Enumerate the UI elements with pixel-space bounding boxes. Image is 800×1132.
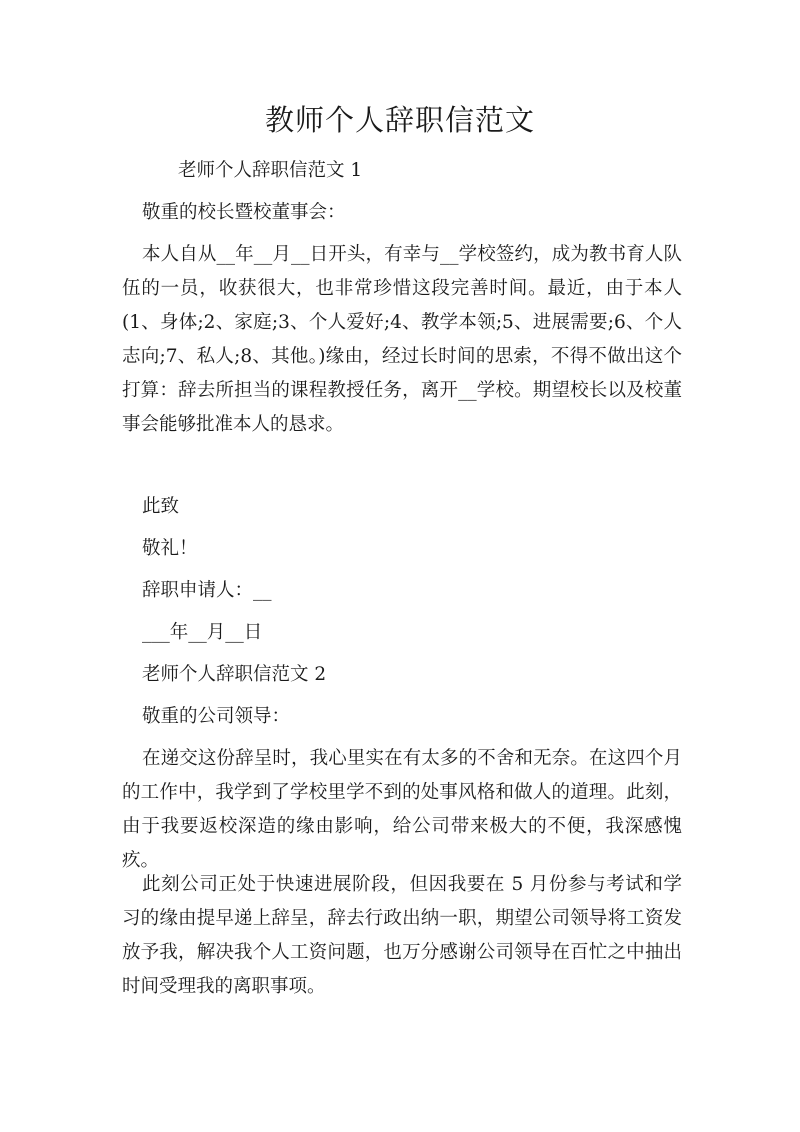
- section2-salutation: 敬重的公司领导：: [142, 706, 291, 727]
- section2-body-2: 此刻公司正处于快速进展阶段，但因我要在 5 月份参与考试和学习的缘由提早递上辞呈，辞去行政出纳一职，期望公司领导将工资发放予我，解决我个人工资问题，也万分感谢公司领导在百忙之中抽出时间受理我的离职事项。: [122, 874, 682, 997]
- section2-heading: 老师个人辞职信范文 2: [142, 664, 327, 685]
- section1-body: 本人自从__年__月__日开头，有幸与__学校签约，成为教书育人队伍的一员，收获很大，也非常珍惜这段完善时间。最近，由于本人(1、身体;2、家庭;3、个人爱好;4、教学本领;5、进展需要;6、个人志向;7、私人;8、其他。)缘由，经过长时间的思索，不得不做出这个打算：辞去所担当的课程教授任务，离开__学校。期望校长以及校董事会能够批准本人的恳求。: [122, 244, 682, 435]
- section1-heading: 老师个人辞职信范文 1: [178, 160, 363, 181]
- section1-signature: 辞职申请人：__: [142, 580, 272, 601]
- document-title: 教师个人辞职信范文: [264, 103, 535, 137]
- section2-body-1: 在递交这份辞呈时，我心里实在有太多的不舍和无奈。在这四个月的工作中，我学到了学校里学不到的处事风格和做人的道理。此刻，由于我要返校深造的缘由影响，给公司带来极大的不便，我深感愧疚。: [122, 748, 682, 871]
- section1-date: ___年__月__日: [142, 622, 263, 643]
- section1-closing-2: 敬礼！: [142, 538, 198, 559]
- section1-salutation: 敬重的校长暨校董事会：: [142, 202, 346, 223]
- section1-closing-1: 此致: [142, 496, 180, 517]
